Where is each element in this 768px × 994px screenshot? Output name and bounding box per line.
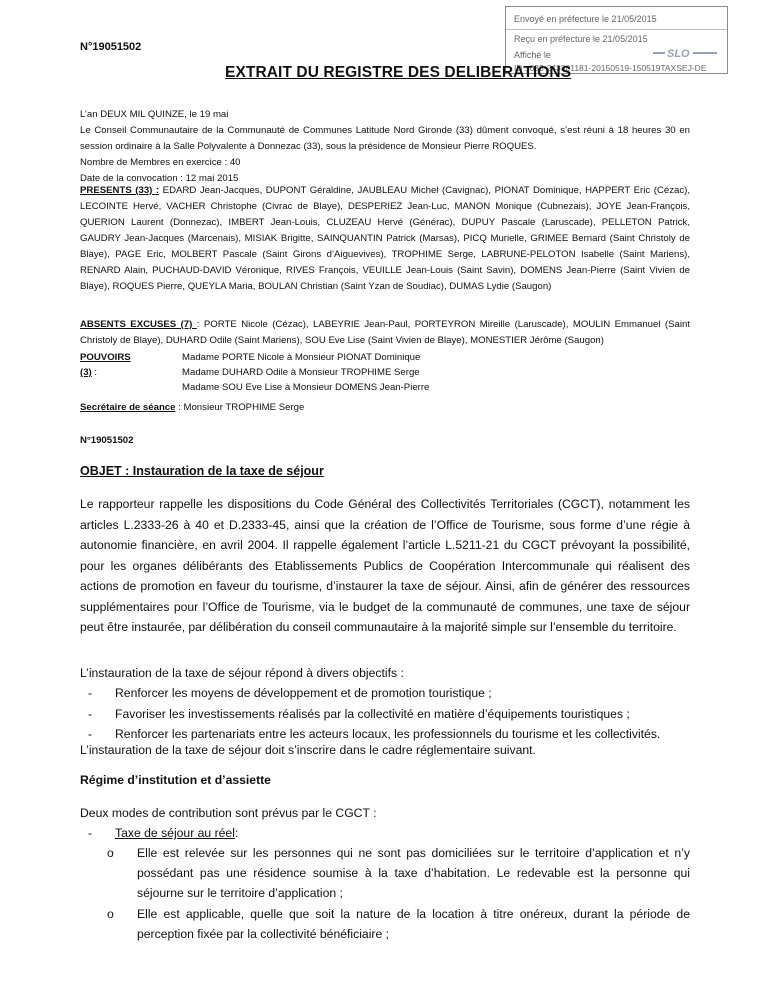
objet-heading: OBJET : Instauration de la taxe de séjour <box>80 464 324 478</box>
list-item: o Elle est relevée sur les personnes qui ne sont pas domiciliées sur le territoire d’application et n’y possédant pas une résidence soumise à la taxe d’habitation. Le redevable est la personne qui séjourne sur le territoire d’application ; <box>107 846 690 900</box>
document-number-repeat: N°19051502 <box>80 435 134 446</box>
mode-reel-label: Taxe de séjour au réel <box>115 826 235 840</box>
secretaire-line <box>80 402 304 413</box>
document-number: N°19051502 <box>80 41 142 53</box>
pouvoir-item: Madame DUHARD Odile à Monsieur TROPHIME Serge <box>182 367 420 378</box>
page-title: EXTRAIT DU REGISTRE DES DELIBERATIONS <box>225 64 572 81</box>
secretaire-name: : Monsieur TROPHIME Serge <box>175 402 305 413</box>
rapport-paragraph: Le rapporteur rappelle les dispositions du Code Général des Collectivités Territoriales (CGCT), notamment les articles L.2333-26 à 40 et D.2333-45, ainsi que la création de l’Office de Tourisme, sous forme d’une régie à autonomie financière, en avril 2004. Il rappelle également l’article L.5211-21 du CGCT prévoyant la possibilité, pour les organes délibérants des Etablissements Publics de Coopération Intercommunale qui réalisent des actions de promotion en faveur du tourisme, d’instaurer la taxe de séjour. Ainsi, afin de générer des ressources supplémentaires pour l’Office de Tourisme, via le budget de la communauté de communes, une taxe de séjour peut être instaurée, par délibération du conseil communautaire à la majorité simple sur l’ensemble du territoire. <box>80 497 690 634</box>
svg-text:SLO: SLO <box>667 48 690 59</box>
absents-label: ABSENTS EXCUSES (7) <box>80 319 197 330</box>
presents-paragraph <box>80 183 690 295</box>
pouvoirs-label: POUVOIRS (3) : <box>80 352 131 378</box>
pouvoir-item: Madame PORTE Nicole à Monsieur PIONAT Dominique <box>182 352 421 363</box>
intro-paragraph: L’an DEUX MIL QUINZE, le 19 mai Le Conseil Communautaire de la Communauté de Communes Latitude Nord Gironde (33) dûment convoqué, s’est réuni à 18 heures 30 en session ordinaire à la Salle Polyvalente à Donnezac (33), sous la présidence de Monsieur Pierre ROQUES. <box>80 109 690 152</box>
list-item: - Renforcer les partenariats entre les acteurs locaux, les professionnels du tourisme et les collectivités. <box>88 727 661 741</box>
objectifs-list <box>80 683 690 745</box>
stamp-id: ID : 033-243301181-20150519-150519TAXSEJ-DE <box>514 63 707 73</box>
stamp-envoye: Envoyé en préfecture le 21/05/2015 <box>514 14 657 24</box>
pouvoirs-list <box>182 350 602 395</box>
modes-intro: Deux modes de contribution sont prévus par le CGCT : <box>80 806 377 820</box>
stamp-recu: Reçu en préfecture le 21/05/2015 <box>514 34 648 44</box>
absents-list: : PORTE Nicole (Cézac), LABEYRIE Jean-Paul, PORTEYRON Mireille (Laruscade), MOULIN Emmanuel (Saint Christoly de Blaye), DUHARD Odile (Saint Mariens), SOU Eve Lise (Saint Vivien de Blaye), MONESTIER Jérôme (Saugon) <box>80 319 690 346</box>
secretaire-label: Secrétaire de séance <box>80 402 176 413</box>
list-item: - Renforcer les moyens de développement et de promotion touristique ; <box>88 686 492 700</box>
presents-label: PRESENTS (33) : <box>80 185 160 196</box>
stamp-affiche: Affiché le <box>514 50 551 60</box>
absents-paragraph <box>80 317 690 349</box>
objectifs-intro: L’instauration de la taxe de séjour répond à divers objectifs : <box>80 666 404 680</box>
presents-list: EDARD Jean-Jacques, DUPONT Géraldine, JAUBLEAU Michel (Cavignac), PIONAT Dominique, HAPPERT Eric (Cézac), LECOINTE Hervé, VACHER Christophe (Civrac de Blaye), DESPERIEZ Jean-Luc, MANON Monique (Cubnezais), JOYE Jean-François, QUERION Laurent (Donnezac), IMBERT Jean-Louis, CLUZEAU Hervé (Générac), DUPUY Pascale (Laruscade), PELLETON Patrick, GAUDRY Jean-Jacques (Marcenais), MISIAK Brigitte, SAINQUANTIN Patrick (Marsas), PICQ Murielle, GRIMEE Bernard (Saint Christoly de Blaye), PAGE Eric, MOLBERT Pascale (Saint Girons d’Aiguevives), TROPHIME Serge, LABRUNE-PELOTON Isabelle (Saint Mariens), RENARD Alain, PUCHAUD-DAVID Véronique, RIVES François, VEUILLE Jean-Louis (Saint Savin), DOMENS Jean-Pierre (Saint Vivien de Blaye), ROQUES Pierre, QUEYLA Maria, BOULAN Christian (Saint Yzan de Soudiac), DUMAS Lydie (Saugon) <box>80 185 690 292</box>
list-item: - Favoriser les investissements réalisés par la collectivité en matière d’équipements touristiques ; <box>88 706 630 721</box>
cadre-paragraph: L’instauration de la taxe de séjour doit s’inscrire dans le cadre réglementaire suivant. <box>80 743 536 757</box>
list-item: o Elle est applicable, quelle que soit la nature de la location à titre onéreux, durant la période de perception fixée par la collectivité bénéficiaire ; <box>107 907 690 941</box>
slo-logo-icon <box>653 47 719 59</box>
pouvoir-item: Madame SOU Eve Lise à Monsieur DOMENS Jean-Pierre <box>182 382 430 393</box>
membres-info: Nombre de Membres en exercice : 40 Date de la convocation : 12 mai 2015 <box>80 157 241 184</box>
stamp-divider <box>506 29 727 30</box>
section-heading: Régime d’institution et d’assiette <box>80 773 271 787</box>
